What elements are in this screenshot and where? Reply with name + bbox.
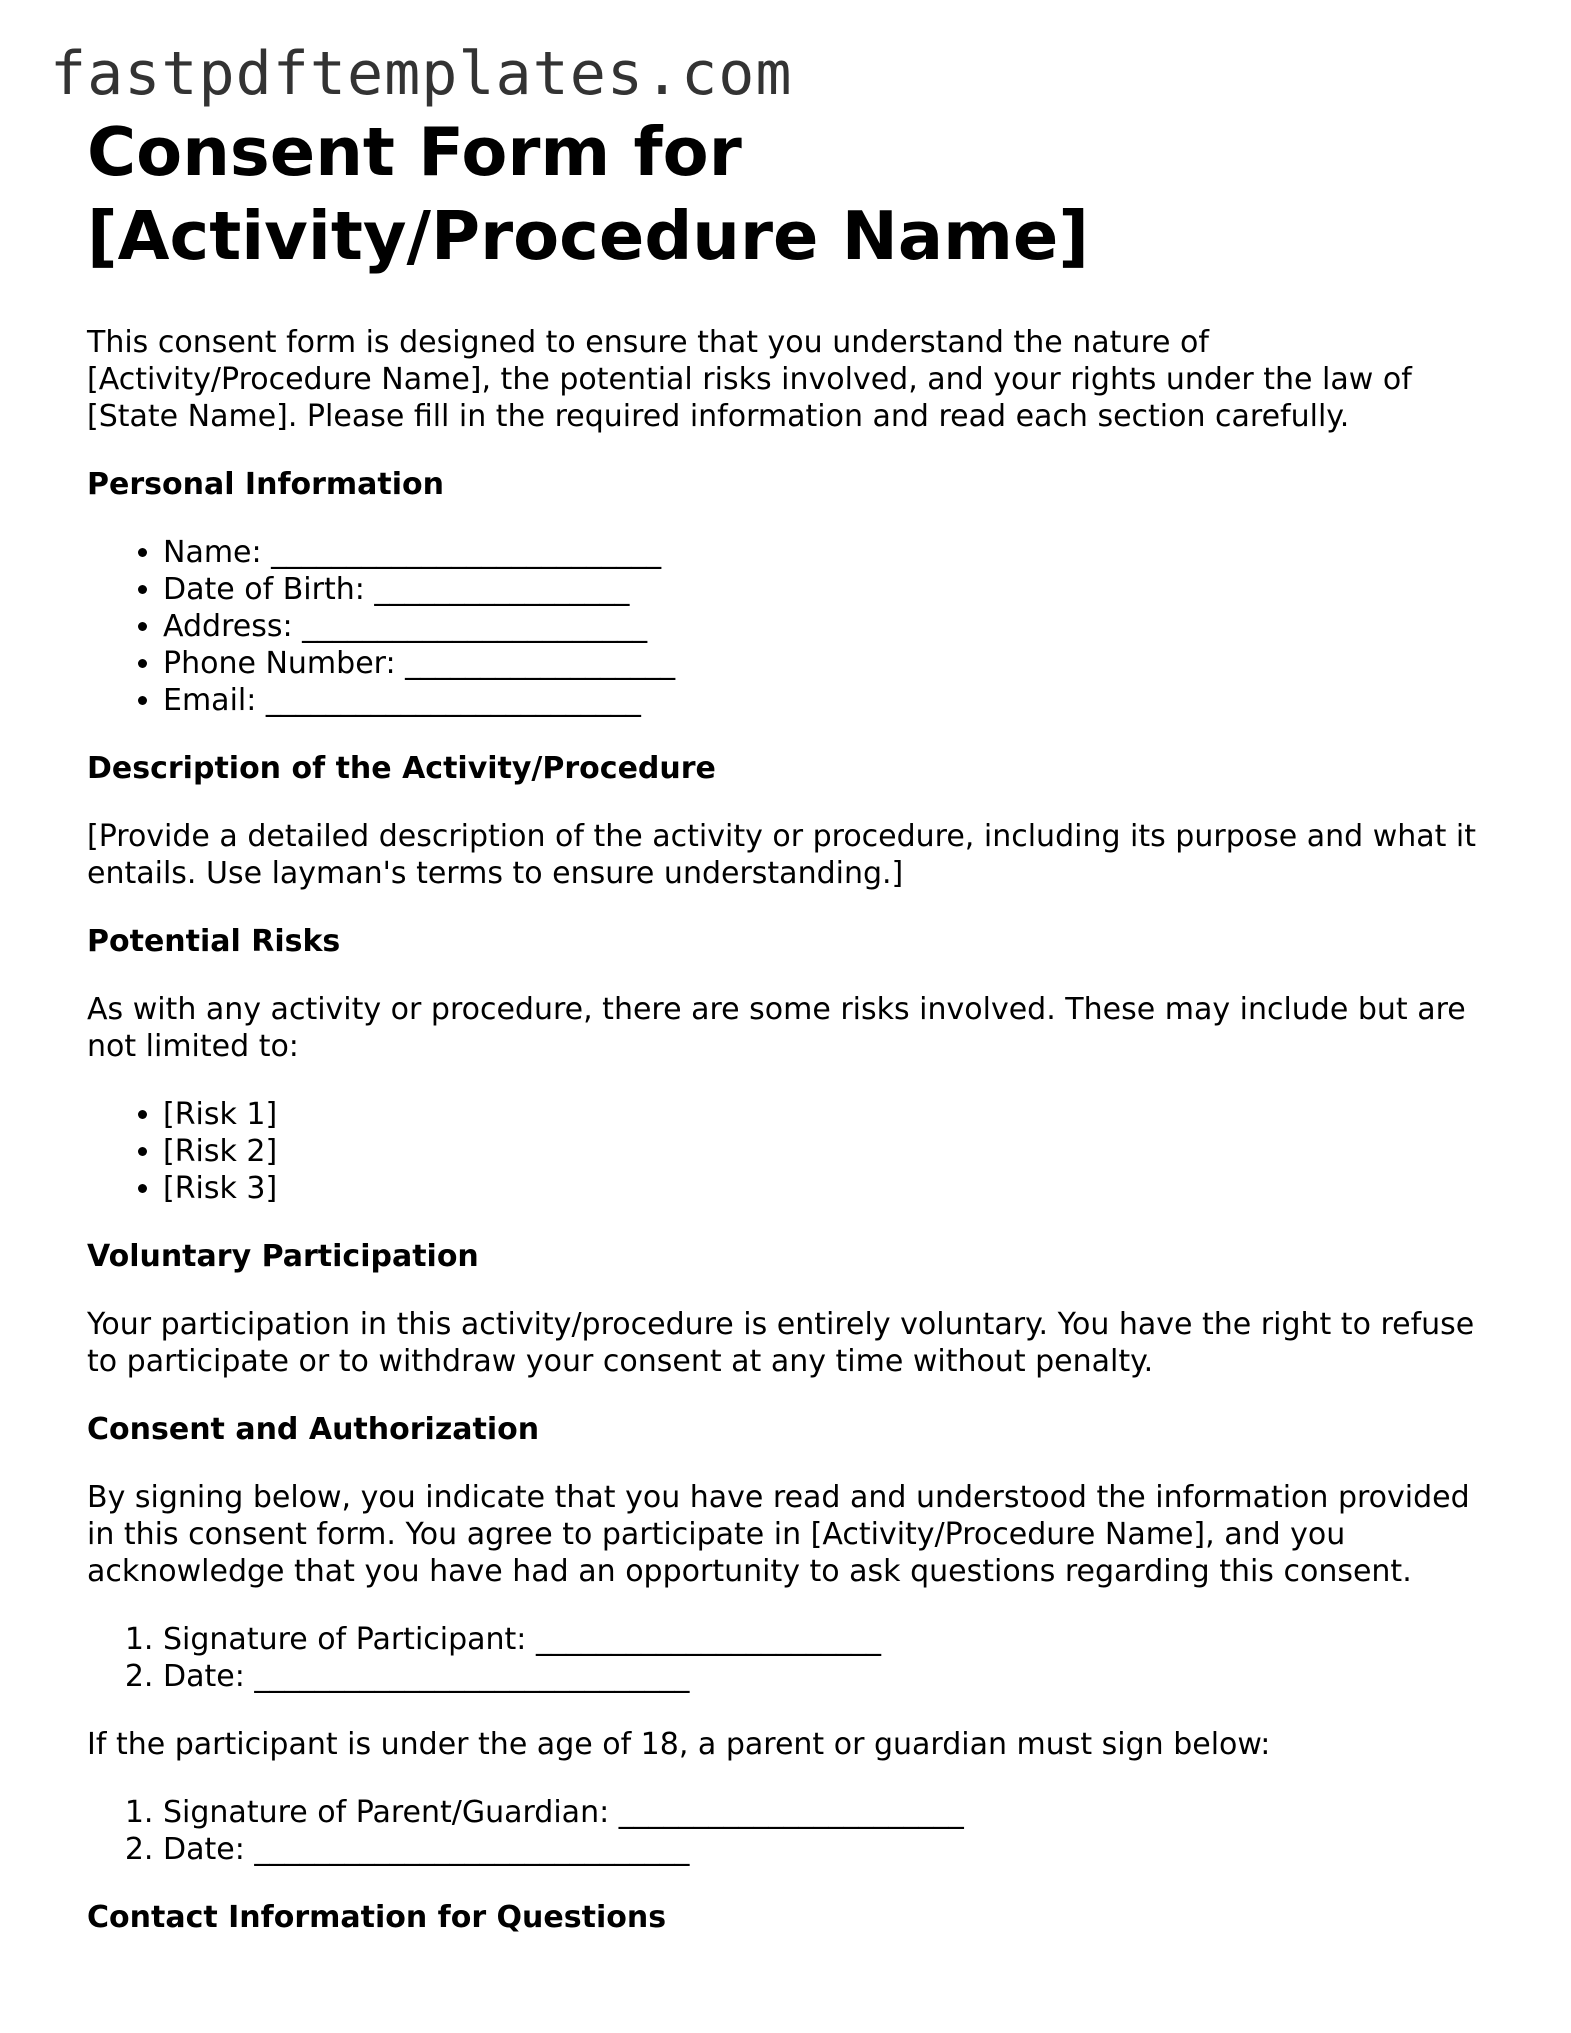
section-heading-personal-information: Personal Information — [87, 467, 444, 502]
voluntary-paragraph: Your participation in this activity/procedure is entirely voluntary. You have the right to refuse to participate or to withdraw your consent at any time without penalty. — [87, 1307, 1475, 1379]
section-heading-potential-risks: Potential Risks — [87, 924, 341, 959]
personal-info-list — [87, 534, 1487, 719]
page-title: Consent Form for [Activity/Procedure Name] — [87, 113, 1089, 275]
risks-paragraph: As with any activity or procedure, there are some risks involved. These may include but are not limited to: — [87, 992, 1466, 1064]
name-field: • Name: __________________________ — [163, 534, 1487, 571]
risk-item: • [Risk 1] — [163, 1096, 1487, 1133]
section-heading-consent-authorization: Consent and Authorization — [87, 1412, 540, 1447]
risks-list — [87, 1096, 1487, 1207]
participant-signature-list — [87, 1621, 1487, 1695]
date-of-birth-field: • Date of Birth: _________________ — [163, 571, 1487, 608]
risk-item: • [Risk 2] — [163, 1133, 1487, 1170]
guardian-signature-field: 1. Signature of Parent/Guardian: _______________________ — [163, 1794, 1487, 1831]
phone-number-field: • Phone Number: __________________ — [163, 645, 1487, 682]
email-field: • Email: _________________________ — [163, 682, 1487, 719]
section-heading-voluntary-participation: Voluntary Participation — [87, 1239, 479, 1274]
section-heading-description: Description of the Activity/Procedure — [87, 751, 716, 786]
consent-paragraph: By signing below, you indicate that you have read and understood the information provided in this consent form. You agree to participate in [Activity/Procedure Name], and you acknowledge that you have had an opportunity to ask questions regarding this consent. — [87, 1480, 1470, 1589]
watermark-logo: fastpdftemplates.com — [50, 39, 793, 109]
guardian-date-field: 2. Date: _____________________________ — [163, 1831, 1487, 1868]
guardian-signature-list — [87, 1794, 1487, 1868]
description-paragraph: [Provide a detailed description of the activity or procedure, including its purpose and what it entails. Use layman's terms to ensure understanding.] — [87, 819, 1477, 891]
participant-date-field: 2. Date: _____________________________ — [163, 1658, 1487, 1695]
document-page — [87, 110, 1487, 1967]
section-heading-contact-information: Contact Information for Questions — [87, 1900, 667, 1935]
guardian-paragraph: If the participant is under the age of 18, a parent or guardian must sign below: — [87, 1727, 1271, 1762]
address-field: • Address: _______________________ — [163, 608, 1487, 645]
participant-signature-field: 1. Signature of Participant: _______________________ — [163, 1621, 1487, 1658]
risk-item: • [Risk 3] — [163, 1170, 1487, 1207]
intro-paragraph: This consent form is designed to ensure that you understand the nature of [Activity/Procedure Name], the potential risks involved, and your rights under the law of [State Name]. Please fill in the required information and read each section carefully. — [87, 325, 1412, 434]
